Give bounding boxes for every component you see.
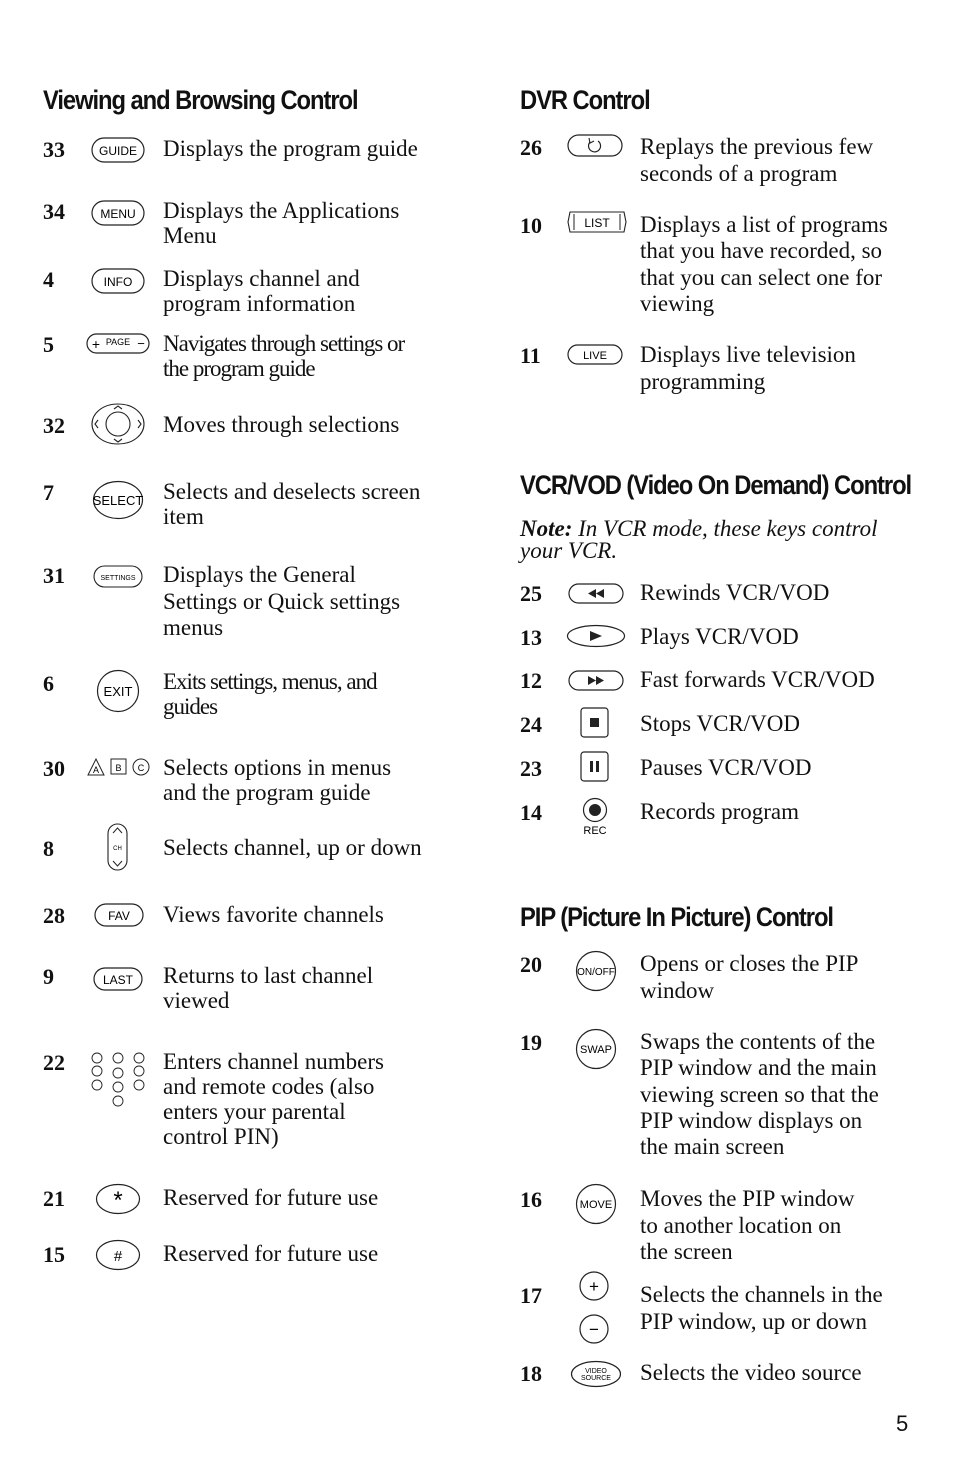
item-description: Exits settings, menus, and guides bbox=[163, 669, 377, 719]
select-button-icon bbox=[92, 480, 144, 520]
section-heading-viewing: Viewing and Browsing Control bbox=[43, 85, 358, 115]
section-heading-vcr: VCR/VOD (Video On Demand) Control bbox=[520, 470, 912, 500]
item-number: 34 bbox=[43, 199, 65, 224]
pause-button-icon bbox=[580, 751, 610, 783]
item-number: 33 bbox=[43, 137, 65, 162]
item-description: Displays the program guide bbox=[163, 136, 418, 161]
item-number: 21 bbox=[43, 1186, 65, 1211]
item-number: 16 bbox=[520, 1187, 542, 1212]
live-button-icon bbox=[567, 344, 623, 366]
svg-text:SETTINGS: SETTINGS bbox=[100, 575, 136, 582]
note-text: In VCR mode, these keys control your VCR. bbox=[520, 516, 878, 563]
stop-button-icon bbox=[580, 707, 610, 739]
item-number: 9 bbox=[43, 964, 54, 989]
item-number: 14 bbox=[520, 800, 542, 825]
svg-text:VIDEO: VIDEO bbox=[585, 1368, 607, 1375]
item-number: 10 bbox=[520, 213, 542, 238]
svg-text:PAGE: PAGE bbox=[105, 337, 131, 347]
swap-button-icon bbox=[575, 1028, 617, 1070]
plus-minus-buttons-icon bbox=[578, 1271, 612, 1347]
vcr-note bbox=[520, 518, 877, 562]
number-keypad-icon bbox=[88, 1050, 148, 1108]
item-number: 13 bbox=[520, 625, 542, 650]
svg-text:SOURCE: SOURCE bbox=[581, 1375, 611, 1382]
item-description: Selects and deselects screen item bbox=[163, 479, 421, 529]
note-label: Note: bbox=[520, 516, 573, 541]
guide-button-icon bbox=[91, 137, 145, 163]
item-description: Enters channel numbers and remote codes (also enters your parental control PIN) bbox=[163, 1049, 384, 1149]
record-button-icon bbox=[580, 796, 610, 838]
item-number: 7 bbox=[43, 480, 54, 505]
svg-text:C: C bbox=[137, 763, 145, 773]
hash-button-icon bbox=[95, 1239, 141, 1271]
item-number: 28 bbox=[43, 903, 65, 928]
svg-text:INFO: INFO bbox=[103, 275, 133, 289]
channel-rocker-icon bbox=[107, 823, 129, 871]
item-description: Moves through selections bbox=[163, 412, 400, 437]
svg-text:MOVE: MOVE bbox=[579, 1199, 613, 1211]
item-description: Selects channel, up or down bbox=[163, 835, 422, 860]
item-description: Pauses VCR/VOD bbox=[640, 755, 812, 780]
item-number: 12 bbox=[520, 668, 542, 693]
item-description: Displays the Applications Menu bbox=[163, 198, 400, 248]
item-description: Selects options in menus and the program guide bbox=[163, 755, 392, 805]
play-button-icon bbox=[566, 624, 626, 648]
svg-text:ON/OFF: ON/OFF bbox=[577, 967, 615, 978]
rewind-button-icon bbox=[568, 583, 624, 605]
item-number: 31 bbox=[43, 563, 65, 588]
replay-button-icon bbox=[567, 134, 623, 158]
abc-buttons-icon bbox=[86, 757, 152, 777]
svg-text:GUIDE: GUIDE bbox=[98, 144, 138, 158]
item-number: 26 bbox=[520, 135, 542, 160]
svg-text:EXIT: EXIT bbox=[103, 684, 133, 699]
item-description: Selects the video source bbox=[640, 1360, 862, 1385]
item-number: 23 bbox=[520, 756, 542, 781]
svg-text:−: − bbox=[589, 1320, 599, 1339]
svg-text:−: − bbox=[137, 336, 145, 351]
svg-text:MENU: MENU bbox=[100, 207, 136, 221]
svg-text:FAV: FAV bbox=[108, 909, 130, 923]
item-number: 19 bbox=[520, 1030, 542, 1055]
video-source-button-icon bbox=[570, 1360, 622, 1388]
last-button-icon bbox=[93, 967, 143, 991]
svg-text:+: + bbox=[91, 336, 101, 352]
page-number: 5 bbox=[896, 1411, 909, 1436]
item-description: Selects the channels in the PIP window, up or down bbox=[640, 1282, 883, 1334]
item-number: 20 bbox=[520, 952, 542, 977]
svg-text:B: B bbox=[115, 763, 122, 773]
arrow-pad-icon bbox=[90, 402, 146, 446]
item-number: 4 bbox=[43, 267, 54, 292]
item-number: 17 bbox=[520, 1283, 542, 1308]
item-number: 15 bbox=[43, 1242, 65, 1267]
svg-text:SELECT: SELECT bbox=[92, 493, 144, 508]
list-button-icon bbox=[566, 210, 628, 234]
page-rocker-icon bbox=[86, 333, 150, 355]
section-heading-pip: PIP (Picture In Picture) Control bbox=[520, 902, 833, 932]
item-number: 5 bbox=[43, 332, 54, 357]
item-description: Plays VCR/VOD bbox=[640, 624, 799, 649]
item-description: Rewinds VCR/VOD bbox=[640, 580, 830, 605]
item-number: 24 bbox=[520, 712, 542, 737]
on-off-button-icon bbox=[575, 950, 617, 992]
svg-text:#: # bbox=[113, 1248, 123, 1265]
settings-button-icon bbox=[93, 565, 143, 589]
svg-text:LAST: LAST bbox=[102, 973, 134, 987]
section-heading-dvr: DVR Control bbox=[520, 85, 650, 115]
item-description: Stops VCR/VOD bbox=[640, 711, 800, 736]
item-description: Displays a list of programs that you have recorded, so that you can select one for viewing bbox=[640, 212, 888, 316]
item-description: Navigates through settings or the program guide bbox=[163, 331, 405, 381]
item-description: Returns to last channel viewed bbox=[163, 963, 374, 1013]
svg-text:*: * bbox=[113, 1187, 123, 1214]
item-number: 25 bbox=[520, 581, 542, 606]
item-description: Views favorite channels bbox=[163, 902, 384, 927]
item-number: 8 bbox=[43, 836, 54, 861]
svg-text:REC: REC bbox=[583, 825, 607, 837]
item-description: Displays live television programming bbox=[640, 342, 856, 394]
svg-text:LIST: LIST bbox=[584, 216, 610, 230]
fast-forward-button-icon bbox=[568, 670, 624, 692]
svg-text:CH: CH bbox=[113, 846, 122, 852]
item-description: Fast forwards VCR/VOD bbox=[640, 667, 875, 692]
item-number: 30 bbox=[43, 756, 65, 781]
item-description: Opens or closes the PIP window bbox=[640, 951, 859, 1003]
item-description: Replays the previous few seconds of a program bbox=[640, 134, 874, 186]
menu-button-icon bbox=[91, 200, 145, 226]
item-description: Moves the PIP window to another location on the screen bbox=[640, 1186, 855, 1264]
info-button-icon bbox=[91, 268, 145, 294]
item-number: 11 bbox=[520, 343, 541, 368]
item-number: 32 bbox=[43, 413, 65, 438]
asterisk-button-icon bbox=[95, 1183, 141, 1215]
svg-text:SWAP: SWAP bbox=[580, 1044, 612, 1056]
item-description: Swaps the contents of the PIP window and the main viewing screen so that the PIP window displays on the main screen bbox=[640, 1029, 879, 1160]
item-number: 18 bbox=[520, 1361, 542, 1386]
item-description: Records program bbox=[640, 799, 800, 824]
item-number: 6 bbox=[43, 671, 54, 696]
item-description: Reserved for future use bbox=[163, 1185, 379, 1210]
exit-button-icon bbox=[96, 669, 140, 713]
item-description: Displays the General Settings or Quick settings menus bbox=[163, 562, 401, 640]
move-button-icon bbox=[575, 1183, 617, 1225]
item-description: Reserved for future use bbox=[163, 1241, 379, 1266]
fav-button-icon bbox=[94, 903, 144, 927]
svg-text:+: + bbox=[589, 1277, 599, 1296]
svg-text:A: A bbox=[92, 765, 100, 775]
item-number: 22 bbox=[43, 1050, 65, 1075]
item-description: Displays channel and program information bbox=[163, 266, 360, 316]
svg-text:LIVE: LIVE bbox=[583, 350, 607, 362]
